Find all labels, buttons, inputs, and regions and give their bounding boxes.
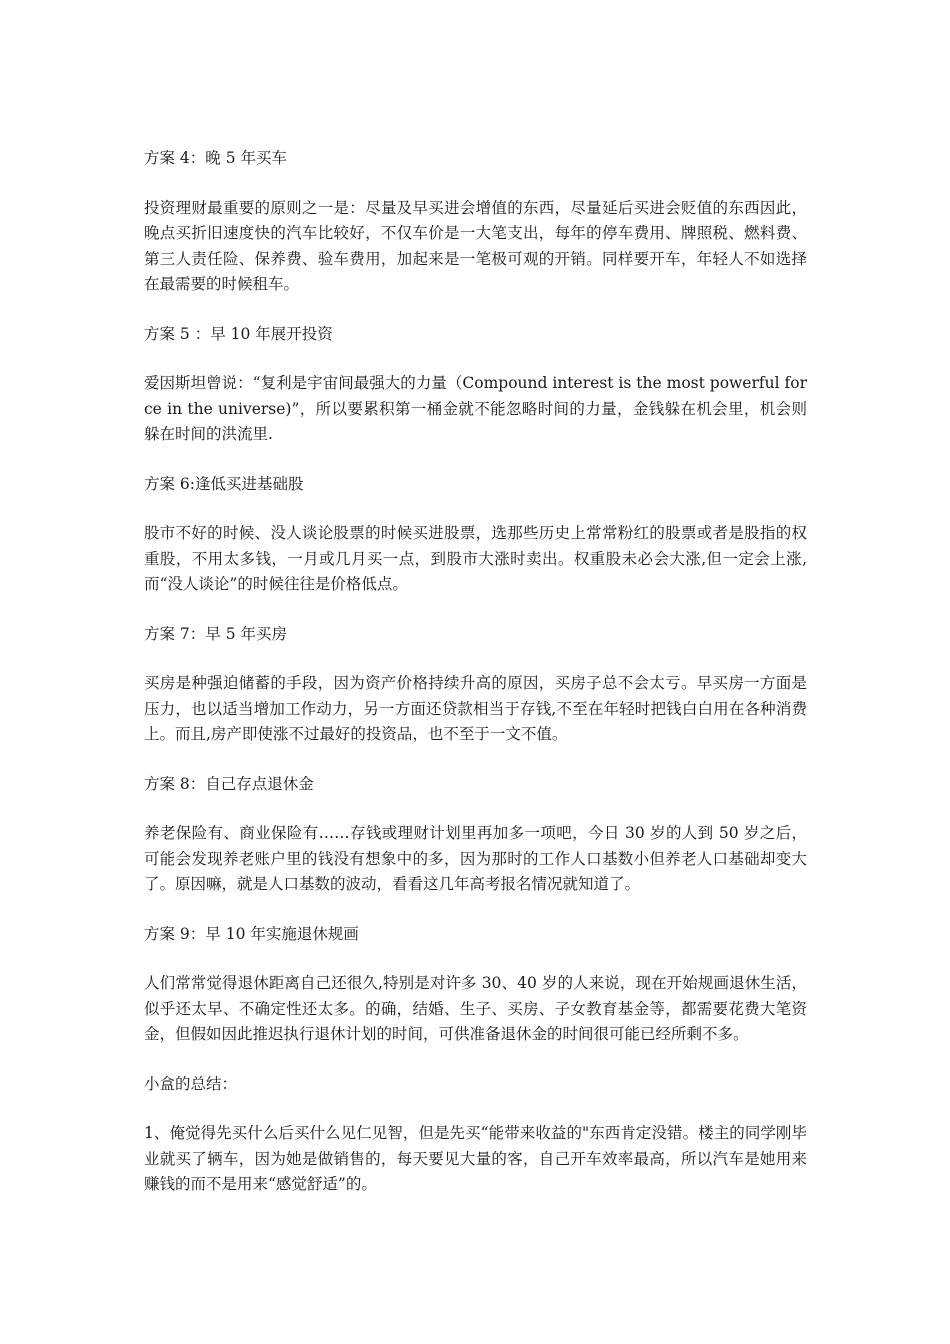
section-plan-9 — [144, 922, 807, 1048]
section-paragraph: 爱因斯坦曾说：“复利是宇宙间最强大的力量（Compound interest is the most powerful force in the universe)”，所以要累积第一桶金就不能忽略时间的力量，金钱躲在机会里，机会则躲在时间的洪流里. — [144, 374, 807, 443]
section-plan-7 — [144, 622, 807, 748]
section-paragraph: 1、俺觉得先买什么后买什么见仁见智，但是先买“能带来收益的"东西肯定没错。楼主的同学刚毕业就买了辆车，因为她是做销售的，每天要见大量的客，自己开车效率最高，所以汽车是她用来赚钱的而不是用来“感觉舒适”的。 — [144, 1124, 807, 1193]
section-heading: 方案 8：自己存点退休金 — [144, 774, 314, 793]
section-heading: 方案 9：早 10 年实施退休规画 — [144, 924, 359, 943]
section-heading: 方案 7：早 5 年买房 — [144, 624, 288, 643]
section-heading: 方案 5 ：早 10 年展开投资 — [144, 324, 333, 343]
section-heading: 方案 4：晚 5 年买车 — [144, 149, 288, 167]
section-paragraph: 人们常常觉得退休距离自己还很久,特别是对许多 30、40 岁的人来说，现在开始规画退休生活，似乎还太早、不确定性还太多。的确，结婚、生子、买房、子女教育基金等，都需要花费大笔资金，但假如因此推迟执行退休计划的时间，可供准备退休金的时间很可能已经所剩不多。 — [144, 974, 807, 1043]
section-plan-5 — [144, 322, 807, 448]
document-page — [144, 146, 807, 1222]
section-paragraph: 投资理财最重要的原则之一是：尽量及早买进会增值的东西，尽量延后买进会贬值的东西因此，晚点买折旧速度快的汽车比较好，不仅车价是一大笔支出，每年的停车费用、牌照税、燃料费、第三人责任险、保养费、验车费用，加起来是一笔极可观的开销。同样要开车，年轻人不如选择在最需要的时候租车。 — [144, 198, 807, 293]
section-summary — [144, 1072, 807, 1198]
section-heading: 方案 6:逢低买进基础股 — [144, 474, 304, 493]
section-heading: 小盒的总结： — [144, 1074, 238, 1093]
section-paragraph: 养老保险有、商业保险有……存钱或理财计划里再加多一项吧，今日 30 岁的人到 50 岁之后，可能会发现养老账户里的钱没有想象中的多，因为那时的工作人口基数小但养老人口基础却变大了。原因嘛，就是人口基数的波动，看看这几年高考报名情况就知道了。 — [144, 824, 807, 893]
section-plan-6 — [144, 472, 807, 598]
section-paragraph: 买房是种强迫储蓄的手段，因为资产价格持续升高的原因，买房子总不会太亏。早买房一方面是压力，也以适当增加工作动力，另一方面还贷款相当于存钱,不至在年轻时把钱白白用在各种消费上。而且,房产即使涨不过最好的投资品，也不至于一文不值。 — [144, 674, 807, 743]
section-plan-4 — [144, 146, 807, 298]
section-paragraph: 股市不好的时候、没人谈论股票的时候买进股票，选那些历史上常常粉红的股票或者是股指的权重股，不用太多钱，一月或几月买一点，到股市大涨时卖出。权重股未必会大涨,但一定会上涨,而“没人谈论”的时候往往是价格低点。 — [144, 524, 807, 593]
section-plan-8 — [144, 772, 807, 898]
